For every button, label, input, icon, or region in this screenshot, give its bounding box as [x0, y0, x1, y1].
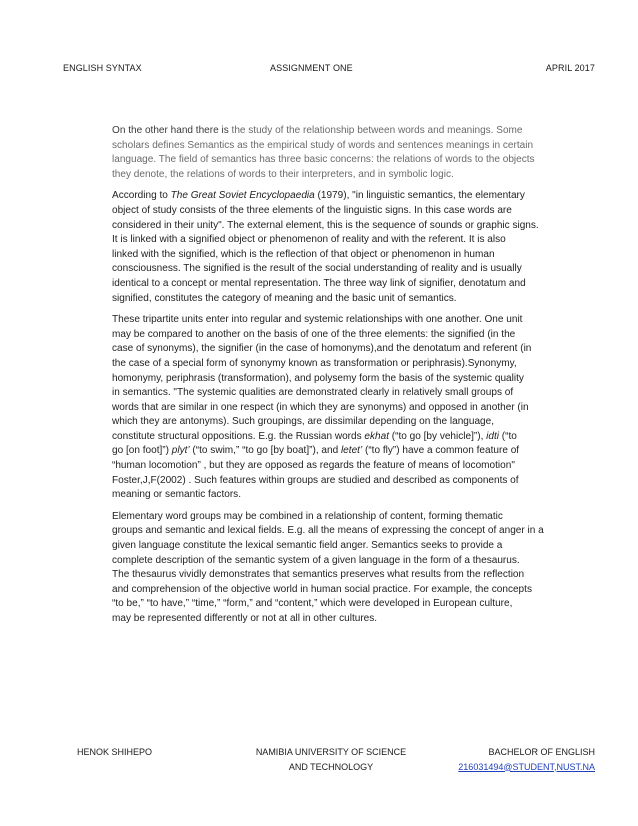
- text-line: they denote, the relations of words to their interpreters, and in symbolic logic.: [112, 168, 454, 180]
- text-line: complete description of the semantic system of a given language in the form of a thesaurus.: [112, 554, 520, 566]
- text-line: given language constitute the lexical semantic field anger. Semantics seeks to provide a: [112, 540, 503, 552]
- text-line: and comprehension of the objective world in human social practice. For example, the concepts: [112, 583, 532, 595]
- text-line: case of synonyms), the signifier (in the case of homonyms),and the denotatum and referent (in: [112, 343, 532, 355]
- text-line: homonymy, periphrasis (transformation), and polysemy form the basis of the systemic quality: [112, 372, 524, 384]
- text-line: meaning or semantic factors.: [112, 489, 241, 501]
- text-segment: (“to swim,” “to go [by boat]”), and: [189, 445, 341, 457]
- text-line: groups and semantic and lexical fields. E.g. all the means of expressing the concept of anger in a: [112, 525, 544, 537]
- text-line: language. The field of semantics has three basic concerns: the relations of words to the objects: [112, 154, 535, 166]
- text-line: may be represented differently or not at all in other cultures.: [112, 613, 378, 624]
- text-line: scholars defines Semantics as the empirical study of words and sentences meanings in certain: [112, 139, 534, 151]
- text-line: object of study consists of the three elements of the linguistic signs. In this case words are: [112, 204, 512, 216]
- text-segment: (“to: [499, 430, 517, 442]
- text-segment: (1979), "in linguistic semantics, the elementary: [314, 190, 525, 202]
- text-segment: go [on foot]”): [112, 445, 172, 457]
- text-segment: (“to go [by vehicle]”),: [389, 430, 487, 442]
- footer-institution-line: AND TECHNOLOGY: [288, 761, 374, 772]
- footer-degree: BACHELOR OF ENGLISH: [488, 747, 595, 757]
- text-line: Foster,J,F(2002) . Such features within groups are studied and described as components of: [112, 474, 519, 486]
- paragraph-2: [112, 189, 602, 306]
- text-line: identical to a concept or mental representation. The three way link of signifier, denotatum and: [112, 277, 526, 289]
- paragraph-1: [112, 124, 602, 182]
- header-date: APRIL 2017: [545, 63, 595, 73]
- text-line: the case of a special form of synonymy known as transformation or periphrasis).Synonymy,: [112, 357, 517, 369]
- russian-word: plyt’: [171, 445, 190, 457]
- text-line: signified, constitutes the category of meaning and the basic unit of semantics.: [112, 292, 457, 304]
- text-line: These tripartite units enter into regular and systemic relationships with one another. One unit: [112, 314, 523, 326]
- paragraph-4: [112, 510, 602, 627]
- document-body: [112, 124, 602, 634]
- russian-word: letet’: [340, 445, 363, 457]
- text-line: which they are antonyms). Such groupings, are dissimilar depending on the language,: [112, 416, 495, 428]
- russian-word: idti: [486, 430, 499, 442]
- text-segment: (“to fly”) have a common feature of: [362, 445, 520, 457]
- page-header: [63, 63, 595, 77]
- text-line: [112, 189, 602, 204]
- footer-institution: [230, 745, 432, 774]
- text-line: consciousness. The signified is the result of the social understanding of reality and is usually: [112, 263, 522, 275]
- text-line: Elementary word groups may be combined in a relationship of content, forming thematic: [112, 510, 503, 522]
- text-segment: constitute structural oppositions. E.g. the Russian words: [112, 430, 365, 442]
- text-line: “to be,” “to have,” “time,” “form,” and “content,” which were developed in European culture,: [112, 598, 513, 610]
- text-line: words that are similar in one respect (in which they are synonyms) and opposed in another (in: [112, 401, 529, 413]
- header-course: ENGLISH SYNTAX: [63, 63, 142, 73]
- footer-author: HENOK SHIHEPO: [77, 747, 153, 757]
- text-line: It is linked with a signified object or phenomenon of reality and with the referent. It is also: [112, 234, 506, 246]
- footer-email-link[interactable]: 216031494@STUDENT,NUST.NA: [458, 761, 595, 772]
- text-line: [112, 124, 602, 139]
- text-line: The thesaurus vividly demonstrates that semantics preserves what results from the reflection: [112, 569, 525, 581]
- text-segment: the study of the relationship between words and meanings. Some: [228, 125, 523, 136]
- header-assignment: ASSIGNMENT ONE: [270, 63, 353, 73]
- text-line: linked with the signified, which is the reflection of that object or phenomenon in human: [112, 248, 495, 260]
- paragraph-lead: On the other hand there is: [112, 125, 229, 136]
- footer-program: [458, 745, 595, 774]
- text-line: [112, 430, 602, 445]
- text-line: in semantics. "The systemic qualities are demonstrated clearly in relatively small groups of: [112, 387, 514, 399]
- page-footer: [63, 745, 595, 777]
- text-segment: According to: [112, 190, 171, 202]
- footer-institution-line: NAMIBIA UNIVERSITY OF SCIENCE: [255, 747, 407, 757]
- russian-word: ekhat: [364, 430, 389, 442]
- text-line: considered in their unity". The external element, this is the sequence of sounds or graphic signs.: [112, 219, 539, 231]
- text-line: [112, 444, 602, 459]
- text-line: may be compared to another on the basis of one of the three elements: the signified (in the: [112, 328, 516, 340]
- book-title: The Great Soviet Encyclopaedia: [170, 190, 315, 202]
- paragraph-3: [112, 313, 602, 503]
- text-line: “human locomotion” , but they are opposed as regards the feature of means of locomotion": [112, 460, 515, 472]
